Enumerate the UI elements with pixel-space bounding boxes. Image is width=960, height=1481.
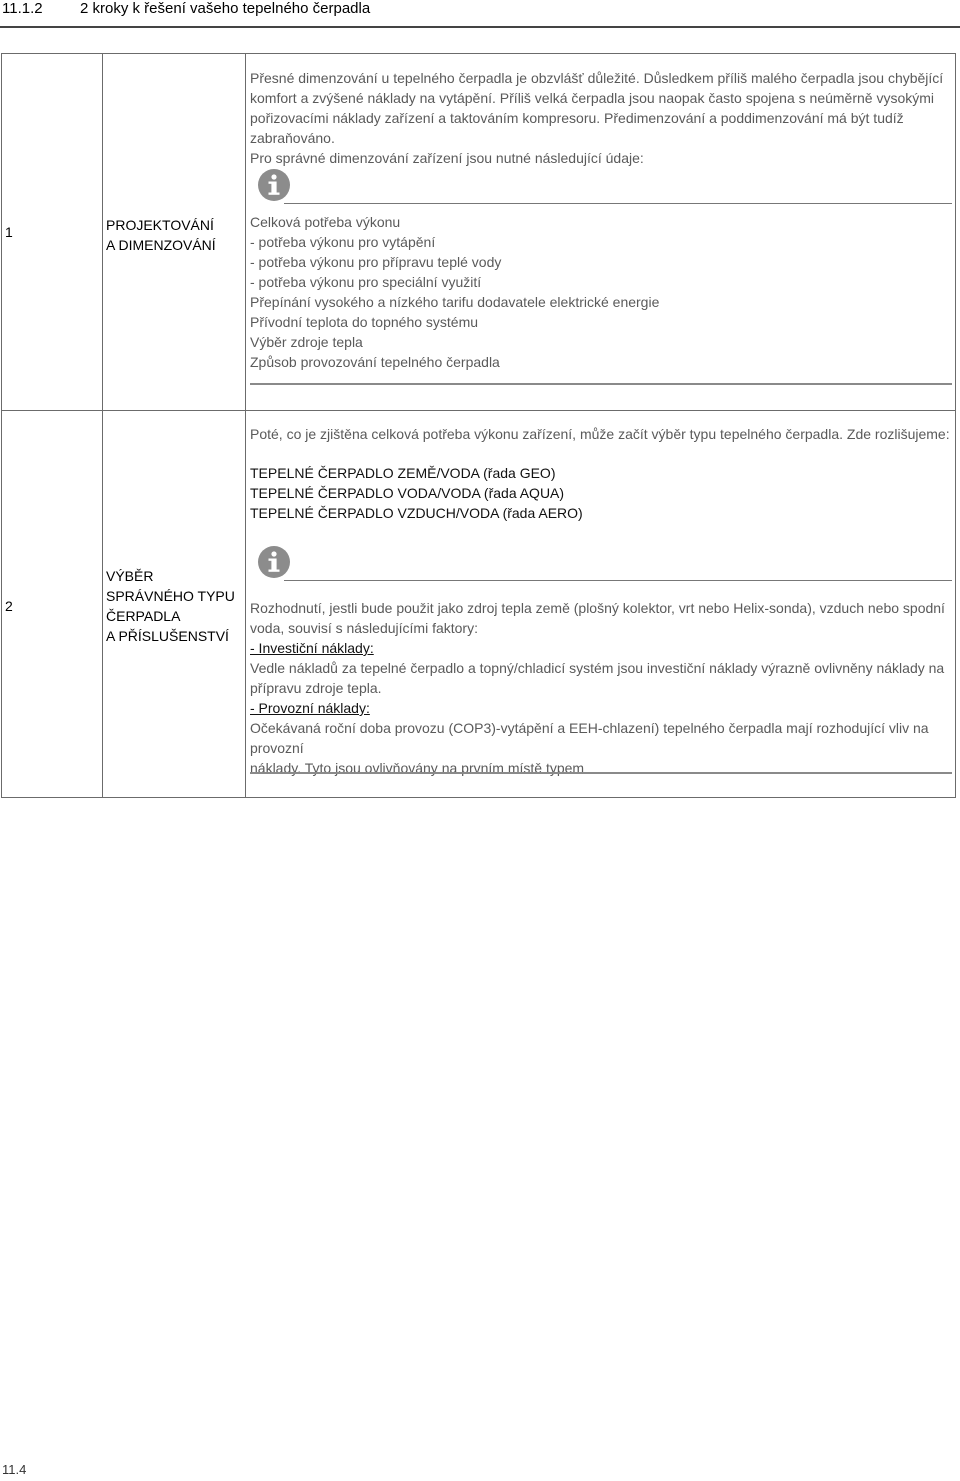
step-title-line: SPRÁVNÉHO TYPU xyxy=(106,588,235,604)
list-item: - potřeba výkonu pro speciální využití xyxy=(250,274,482,290)
step-title-line: PROJEKTOVÁNÍ xyxy=(106,217,214,233)
list-item: - potřeba výkonu pro přípravu teplé vody xyxy=(250,254,502,270)
intro-line: pořizovacími náklady zařízení a taktováním kompresoru. Předimenzování a poddimenzování má být tudíž zabraňováno. xyxy=(250,110,904,146)
step2-factors xyxy=(250,598,950,778)
intro-line: Přesné dimenzování u tepelného čerpadla je obzvlášť důležité. Důsledkem příliš malého čerpadla jsou chybějící xyxy=(250,70,944,86)
intro-line: komfort a zvýšené náklady na vytápění. Příliš velká čerpadla jsou naopak často spojena s neúměrně vysokými xyxy=(250,90,935,106)
section-separator xyxy=(250,383,952,385)
factor-title-investment: - Investiční náklady: xyxy=(250,640,374,656)
info-icon xyxy=(257,168,291,202)
list-item: Přepínání vysokého a nízkého tarifu dodavatele elektrické energie xyxy=(250,294,660,310)
info-icon xyxy=(257,545,291,579)
step1-intro xyxy=(250,68,950,168)
factor-line: náklady. Tyto jsou ovlivňovány na prvním místě typem xyxy=(250,760,585,776)
info-divider-1 xyxy=(250,168,952,208)
list-item: Výběr zdroje tepla xyxy=(250,334,363,350)
type-item: TEPELNÉ ČERPADLO VODA/VODA (řada AQUA) xyxy=(250,485,565,501)
page-title: 2 kroky k řešení vašeho tepelného čerpadla xyxy=(80,0,371,17)
decision-line: Rozhodnutí, jestli bude použit jako zdroj tepla země (plošný kolektor, vrt nebo Helix-sonda), vzduch nebo spodní xyxy=(250,600,945,616)
column-divider xyxy=(102,411,103,797)
column-divider xyxy=(102,54,103,410)
heat-pump-types xyxy=(250,463,950,523)
factor-line: Očekávaná roční doba provozu (COP3)-vytápění a EEH-chlazení) tepelného čerpadla mají rozhodující vliv na provozní xyxy=(250,720,929,756)
page-number: 11.4 xyxy=(2,1462,27,1477)
list-item: Přívodní teplota do topného systému xyxy=(250,314,479,330)
step2-intro xyxy=(250,424,950,444)
step-title-line: A DIMENZOVÁNÍ xyxy=(106,237,216,253)
intro-line: Poté, co je zjištěna celková potřeba výkonu zařízení, může začít výběr typu tepelného čerpadla. Zde rozlišujeme: xyxy=(250,426,950,442)
type-item: TEPELNÉ ČERPADLO ZEMĚ/VODA (řada GEO) xyxy=(250,465,556,481)
factor-line: Vedle nákladů za tepelné čerpadlo a topný/chladicí systém jsou investiční náklady výrazně ovlivněny náklady na xyxy=(250,660,945,676)
info-rule xyxy=(284,203,952,204)
section-number: 11.1.2 xyxy=(2,0,43,17)
column-divider xyxy=(245,54,246,410)
decision-line: voda, souvisí s následujícími faktory: xyxy=(250,620,478,636)
step-title-2 xyxy=(106,566,235,646)
list-item: Způsob provozování tepelného čerpadla xyxy=(250,354,500,370)
step1-requirements-list xyxy=(250,212,950,372)
list-item: - potřeba výkonu pro vytápění xyxy=(250,234,436,250)
section-separator xyxy=(250,772,952,774)
list-item: Celková potřeba výkonu xyxy=(250,214,401,230)
type-item: TEPELNÉ ČERPADLO VZDUCH/VODA (řada AERO) xyxy=(250,505,583,521)
step-number-2: 2 xyxy=(5,598,13,614)
info-divider-2 xyxy=(250,545,952,585)
step-title-1 xyxy=(106,215,216,255)
factor-line: přípravu zdroje tepla. xyxy=(250,680,382,696)
header-divider xyxy=(0,26,960,28)
factor-title-operating: - Provozní náklady: xyxy=(250,700,370,716)
intro-line: Pro správné dimenzování zařízení jsou nutné následující údaje: xyxy=(250,150,644,166)
step-title-line: A PŘÍSLUŠENSTVÍ xyxy=(106,628,229,644)
step-number-1: 1 xyxy=(5,224,13,240)
info-rule xyxy=(284,580,952,581)
step-title-line: VÝBĚR xyxy=(106,568,154,584)
step-title-line: ČERPADLA xyxy=(106,608,181,624)
column-divider xyxy=(245,411,246,797)
